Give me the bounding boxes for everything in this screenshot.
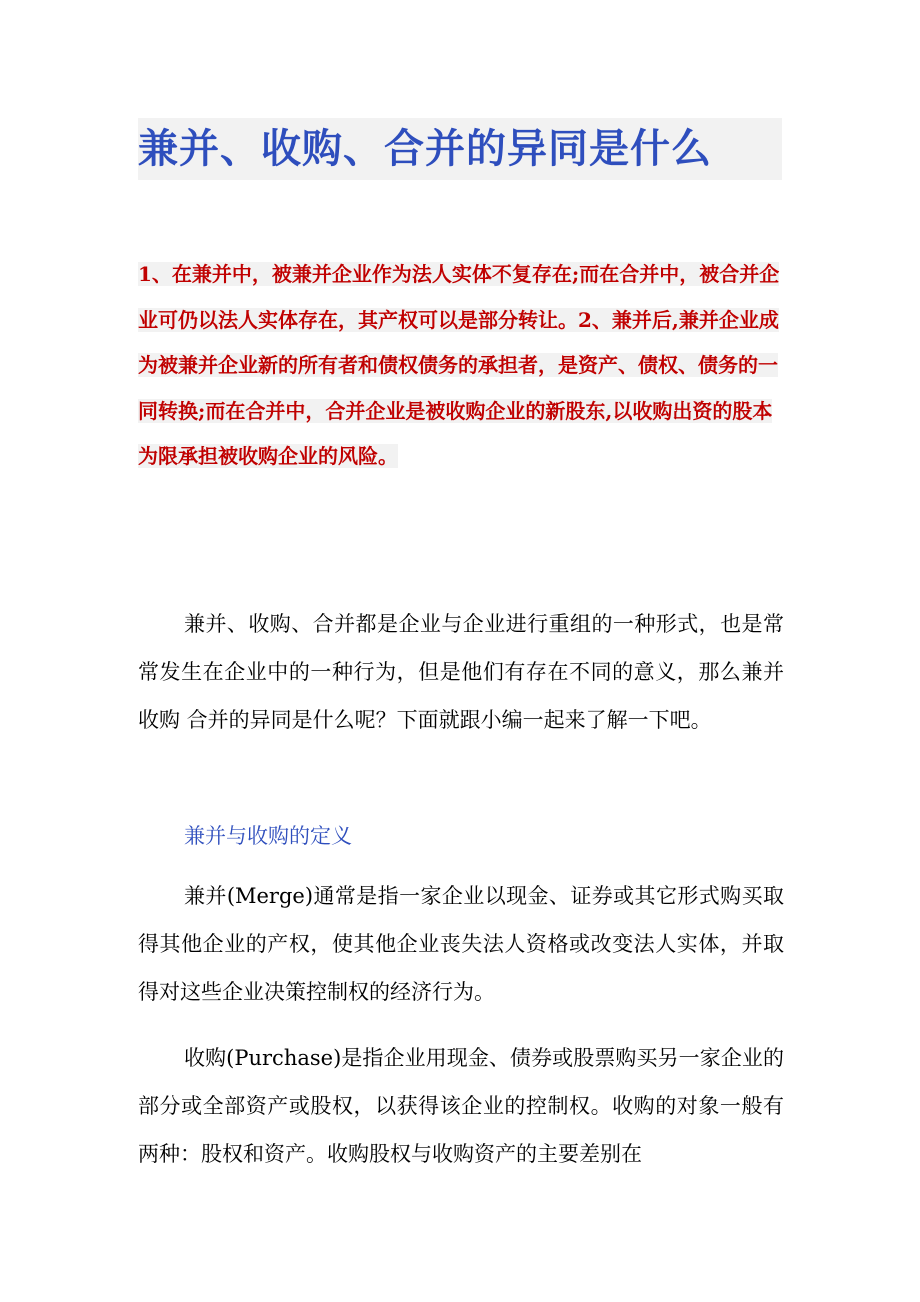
intro-paragraph: 兼并、收购、合并都是企业与企业进行重组的一种形式，也是常常发生在企业中的一种行为，但是他们有存在不同的意义，那么兼并 收购 合并的异同是什么呢？下面就跟小编一起来了解一下吧。 xyxy=(138,612,784,732)
summary-text: 1、在兼并中，被兼并企业作为法人实体不复存在;而在合并中，被合并企业可仍以法人实体存在，其产权可以是部分转让。2、兼并后,兼并企业成为被兼并企业新的所有者和债权债务的承担者，是资产、债权、债务的一同转换;而在合并中，合并企业是被收购企业的新股东,以收购出资的股本为限承担被收购企业的风险。 xyxy=(138,262,780,468)
purchase-definition-paragraph: 收购(Purchase)是指企业用现金、债券或股票购买另一家企业的部分或全部资产或股权，以获得该企业的控制权。收购的对象一般有两种：股权和资产。收购股权与收购资产的主要差别在 xyxy=(138,1046,784,1166)
section-heading: 兼并与收购的定义 xyxy=(184,824,352,848)
summary-block xyxy=(138,252,782,480)
merge-definition-paragraph: 兼并(Merge)通常是指一家企业以现金、证券或其它形式购买取得其他企业的产权，使其他企业丧失法人资格或改变法人实体，并取得对这些企业决策控制权的经济行为。 xyxy=(138,884,784,1004)
page-title: 兼并、收购、合并的异同是什么 xyxy=(138,118,782,180)
